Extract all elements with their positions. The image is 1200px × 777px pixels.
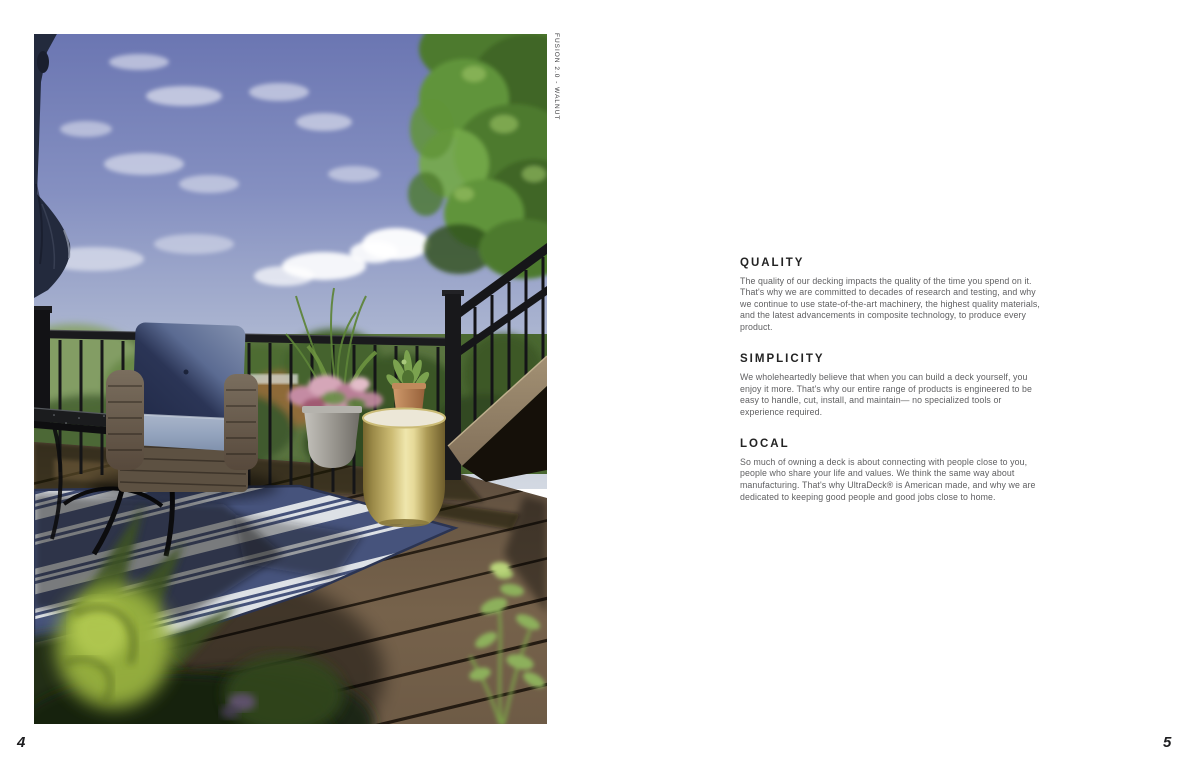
local-body: So much of owning a deck is about connecting with people close to you, people who share your life and values. We think the same way about manufacturing. That's why UltraDeck® is American made, and why we are dedicated to keeping good people and good jobs close to home. — [740, 456, 1036, 502]
page-number-right: 5 — [1163, 734, 1172, 751]
planter-pot — [304, 410, 360, 468]
section-local — [740, 437, 1048, 503]
copy-column — [740, 256, 1048, 522]
quality-body: The quality of our decking impacts the quality of the time you spend on it. That's why we are committed to decades of research and testing, and why we continue to use state-of-the-art machinery, the highest quality materials, and the latest advancements in composite technology, to produce every product. — [740, 275, 1040, 332]
section-quality — [740, 256, 1048, 333]
quality-heading: QUALITY — [740, 257, 805, 269]
simplicity-heading: SIMPLICITY — [740, 353, 825, 366]
local-heading: LOCAL — [740, 438, 790, 451]
photo-caption-vertical: FUSION 2.0 - WALNUT — [553, 33, 560, 121]
section-simplicity — [740, 352, 1048, 418]
deck-photo — [34, 34, 547, 724]
deck-photo-illustration — [34, 34, 547, 724]
simplicity-body: We wholeheartedly believe that when you can build a deck yourself, you enjoy it more. That's why our entire range of products is engineered to be easy to handle, cut, install, and maintain— no specialized tools or experience required. — [740, 372, 1033, 417]
page-number-left: 4 — [17, 734, 26, 751]
